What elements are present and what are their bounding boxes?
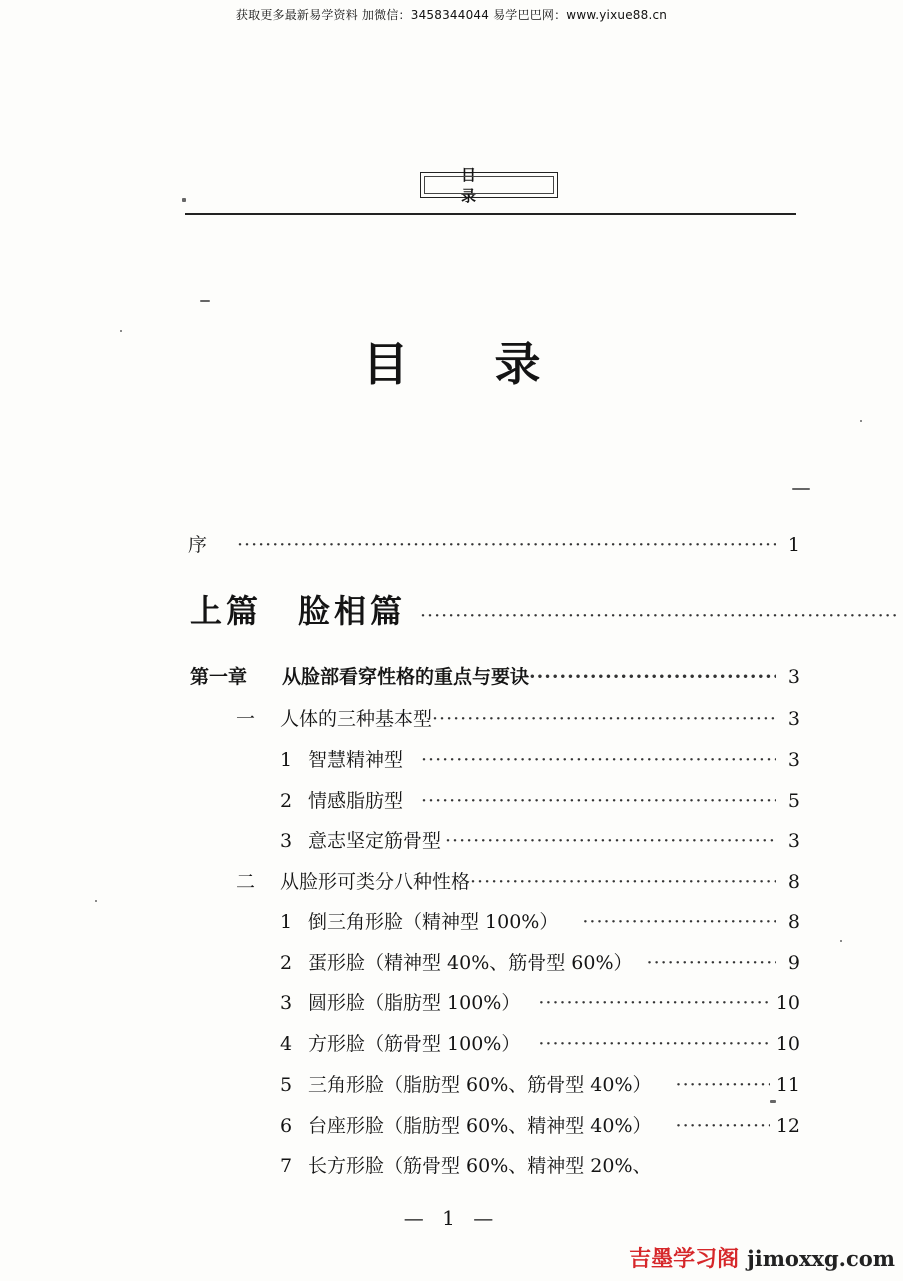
toc-leader [538,1033,769,1055]
toc-leader [421,749,776,771]
toc-row-chapter[interactable] [190,662,800,689]
toc-item-number: 5 [280,1074,293,1096]
scan-speck [770,1100,776,1103]
page-title: 目录 [362,337,627,391]
toc-chapter-number: 第一章 [190,666,248,688]
toc-label: 蛋形脸（精神型 40%、筋骨型 60%） [308,952,633,974]
running-header: 目 录 [420,172,558,198]
toc-row-item[interactable] [280,988,800,1015]
toc-leader [420,605,897,627]
toc-sub-number: 二 [236,871,256,893]
toc-row-item[interactable] [280,1070,800,1097]
toc-item-number: 3 [280,992,293,1014]
toc-page: 10 [775,992,800,1014]
toc-label: 台座形脸（脂肪型 60%、精神型 40%） [308,1115,652,1137]
toc-label: 情感脂肪型 [308,790,404,812]
toc-page: 1 [787,534,800,556]
toc-item-number: 6 [280,1115,293,1137]
toc-item-number: 7 [280,1155,293,1177]
toc-leader [676,1074,770,1096]
toc-page: 9 [787,952,800,974]
toc-page: 10 [775,1033,800,1055]
toc-page: 3 [787,708,800,730]
toc-row-item[interactable] [280,1111,800,1138]
toc-label: 长方形脸（筋骨型 60%、精神型 20%、 [308,1155,652,1177]
toc-label: 三角形脸（脂肪型 60%、筋骨型 40%） [308,1074,652,1096]
toc-leader [237,534,776,556]
toc-leader [470,871,776,893]
toc-label: 倒三角形脸（精神型 100%） [308,911,559,933]
toc-page: 8 [787,871,800,893]
toc-leader [445,830,776,852]
toc-item-number: 4 [280,1033,293,1055]
toc-row-item[interactable] [280,826,800,853]
toc-label: 意志坚定筋骨型 [308,830,442,852]
toc-leader [676,1115,770,1137]
scan-speck [860,420,862,422]
scan-speck [95,900,97,902]
page-number: — 1 — [403,1206,500,1230]
toc-leader [529,666,776,688]
toc-leader [538,992,769,1014]
header-rule [185,213,796,215]
scan-speck [792,488,810,490]
toc-leader [582,911,776,933]
scan-speck [200,300,210,302]
toc-row-section[interactable] [190,586,903,632]
scan-speck [182,198,186,202]
watermark-cn: 吉墨学习阁 [629,1247,740,1272]
toc-row-item[interactable] [280,745,800,772]
toc-leader [647,952,776,974]
toc-page: 8 [787,911,800,933]
toc-item-number: 3 [280,830,293,852]
toc-leader [432,708,776,730]
toc-row-sub[interactable] [236,867,800,894]
toc-page: 3 [787,666,800,688]
toc-row-item[interactable] [280,1151,800,1178]
toc-leader [421,790,776,812]
toc-row-preface[interactable] [188,530,800,557]
toc-row-item[interactable] [280,786,800,813]
toc-row-item[interactable] [280,1029,800,1056]
toc-label: 人体的三种基本型 [280,708,433,730]
toc-page: 3 [787,749,800,771]
toc-label: 方形脸（筋骨型 100%） [308,1033,521,1055]
toc-label: 序 [188,534,208,556]
scan-speck [840,940,842,942]
toc-row-sub[interactable] [236,704,800,731]
toc-label: 圆形脸（脂肪型 100%） [308,992,521,1014]
toc-page: 5 [787,790,800,812]
watermark [629,1242,895,1273]
toc-item-number: 2 [280,952,293,974]
watermark-en: jimoxxg.com [747,1246,895,1271]
toc-row-item[interactable] [280,948,800,975]
toc-item-number: 1 [280,749,293,771]
toc-row-item[interactable] [280,907,800,934]
toc-label: 智慧精神型 [308,749,404,771]
toc-label: 从脸形可类分八种性格 [280,871,471,893]
toc-section-heading: 上篇 脸相篇 [190,592,407,630]
toc-sub-number: 一 [236,708,256,730]
scan-speck [120,330,122,332]
toc-page: 12 [775,1115,800,1137]
toc-page: 11 [775,1074,800,1096]
toc-label: 从脸部看穿性格的重点与要诀 [282,666,530,688]
toc-item-number: 1 [280,911,293,933]
toc-item-number: 2 [280,790,293,812]
top-banner: 获取更多最新易学资料 加微信：3458344044 易学巴巴网：www.yixue88.cn [235,8,668,22]
toc-page: 3 [787,830,800,852]
